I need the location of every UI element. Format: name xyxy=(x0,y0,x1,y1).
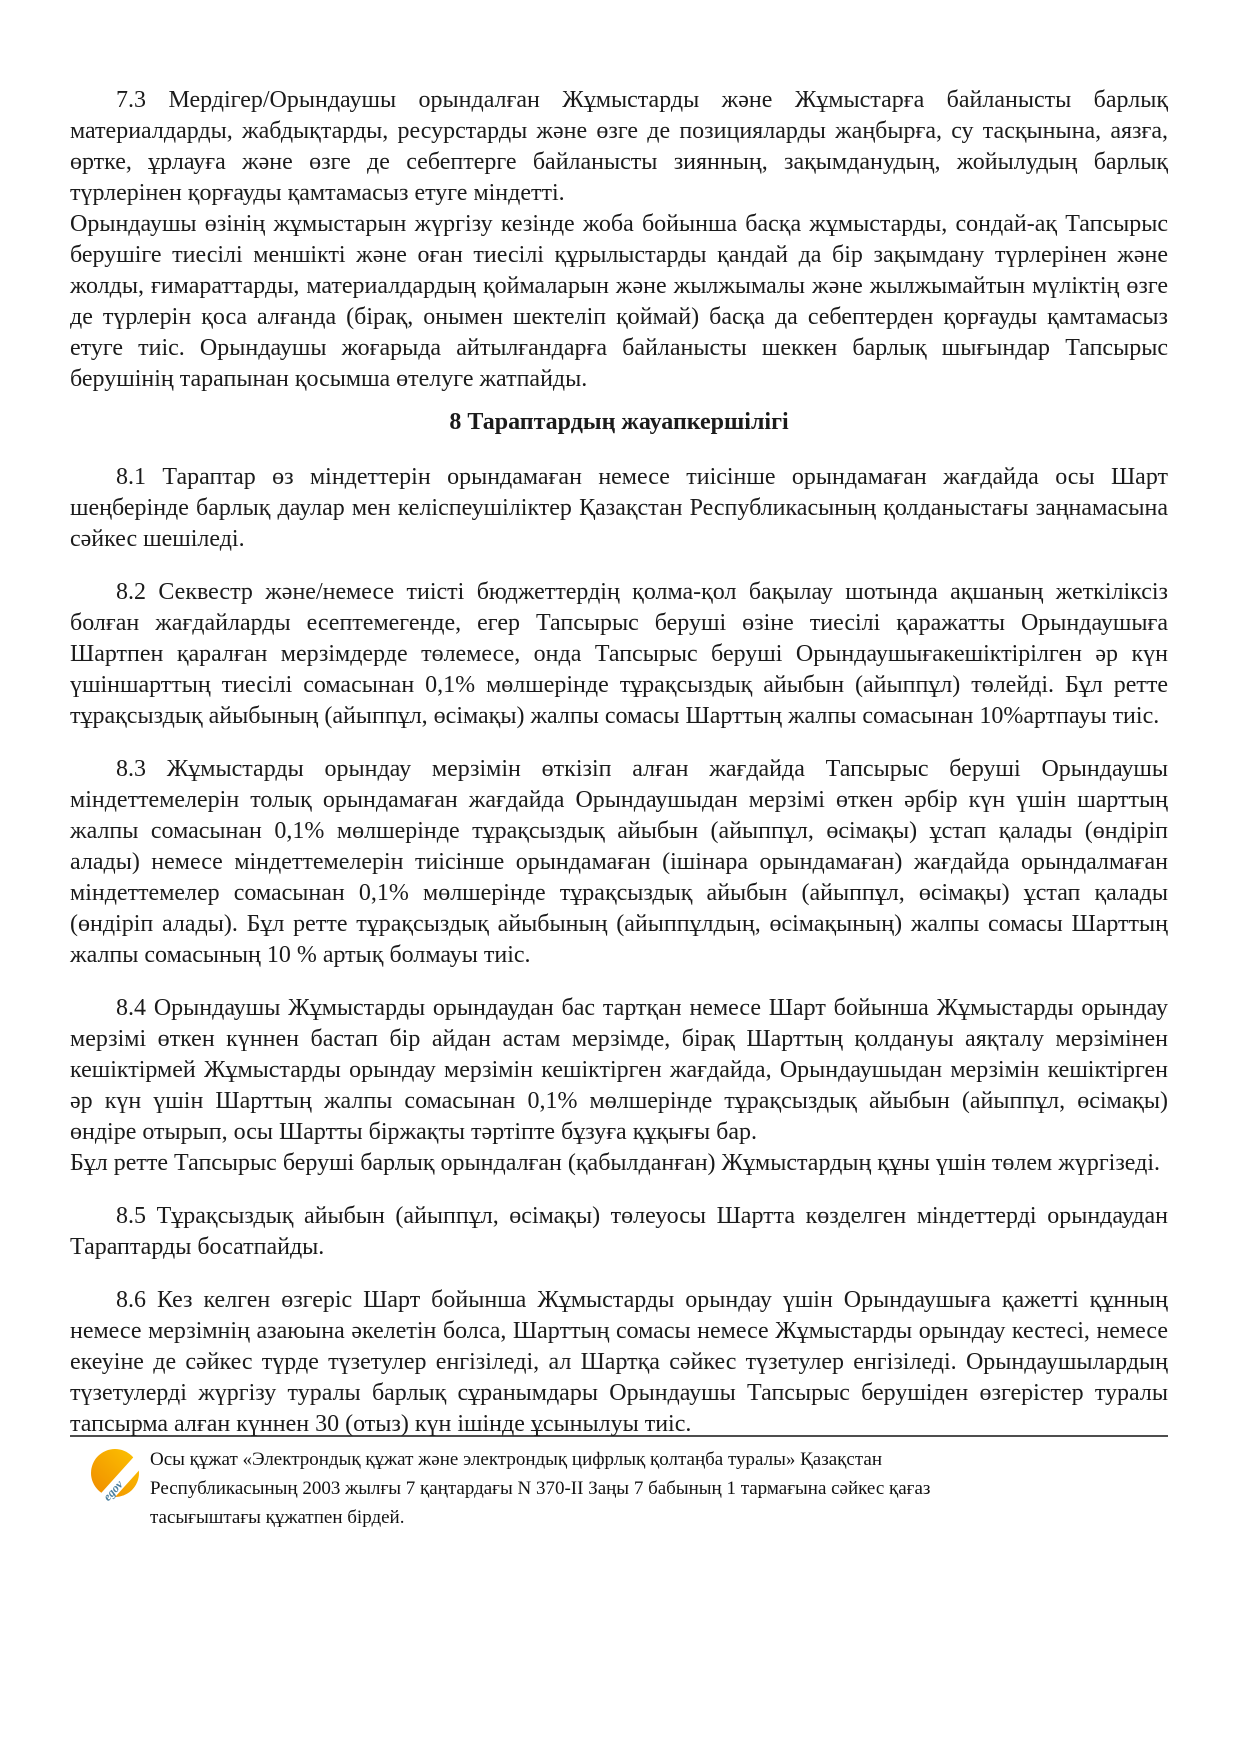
footer-line-2: Республикасының 2003 жылғы 7 қаңтардағы N 370-II Заңы 7 бабының 1 тармағына сәйкес қағаз xyxy=(150,1478,931,1499)
clause-8-2 xyxy=(70,577,1168,732)
clause-8-6-text: 8.6 Кез келген өзгеріс Шарт бойынша Жұмыстарды орындау үшін Орындаушыға қажетті құнның немесе мерзімнің азаюына әкелетін болса, Шарттың сомасы немесе Жұмыстарды орындау кестесі, немесе екеуіне де сәйкес түрде түзетулер енгізіледі, ал Шартқа сәйкес түзетулер енгізіледі. Орындаушылардың түзетулерді жүргізу туралы барлық сұранымдары Орындаушы Тапсырыс берушіден өзгерістер туралы тапсырма алған күннен 30 (отыз) күн ішінде ұсынылуы тиіс. xyxy=(70,1287,1168,1437)
clause-8-1-text: 8.1 Тараптар өз міндеттерін орындамаған немесе тиісінше орындамаған жағдайда осы Шарт шеңберінде барлық даулар мен келіспеушіліктер Қазақстан Республикасының қолданыстағы заңнамасына сәйкес шешіледі. xyxy=(70,464,1168,552)
footer-line-1: Осы құжат «Электрондық құжат және электрондық цифрлық қолтаңба туралы» Қазақстан xyxy=(150,1449,882,1470)
footer-legal-text xyxy=(150,1445,930,1532)
section-8-heading: 8 Тараптардың жауапкершілігі xyxy=(449,409,789,435)
clause-8-4-text: 8.4 Орындаушы Жұмыстарды орындаудан бас тартқан немесе Шарт бойынша Жұмыстарды орындау мерзімі өткен күннен бастап бір айдан астам мерзімде, бірақ Шарттың қолдануы аяқталу мерзімінен кешіктірмей Жұмыстарды орындау мерзімін кешіктірген жағдайда, Орындаушыдан мерзімін кешіктірген әр күн үшін Шарттың жалпы сомасынан 0,1% мөлшерінде тұрақсыздық айыбын (айыппұл, өсімақы) өндіре отырып, осы Шартты біржақты тәртіпте бұзуға құқығы бар. xyxy=(70,995,1168,1145)
clause-7-3-continuation: Орындаушы өзінің жұмыстарын жүргізу кезінде жоба бойынша басқа жұмыстарды, сондай-ақ Тапсырыс берушіге тиесілі меншікті және оған тиесілі құрылыстарды қандай да бір зақымдану түрлерінен және жолды, ғимараттарды, материалдардың қоймаларын және жылжымалы және жылжымайтын мүліктің өзге де түрлерін қоса алғанда (бірақ, онымен шектеліп қоймай) басқа да себептерден қорғауды қамтамасыз етуге тиіс. Орындаушы жоғарыда айтылғандарға байланысты шеккен барлық шығындар Тапсырыс берушінің тарапынан қосымша өтелуге жатпайды. xyxy=(70,211,1168,392)
clause-8-2-text: 8.2 Секвестр және/немесе тиісті бюджеттердің қолма-қол бақылау шотында ақшаның жеткіліксіз болған жағдайларды есептемегенде, егер Тапсырыс беруші өзіне тиесілі қаражатты Орындаушыға Шартпен қаралған мерзімдерде төлемесе, онда Тапсырыс беруші Орындаушығакешіктірілген әр күн үшіншарттың тиесілі сомасынан 0,1% мөлшерінде тұрақсыздық айыбын (айыппұл) төлейді. Бұл ретте тұрақсыздық айыбының (айыппұл, өсімақы) жалпы сомасы Шарттың жалпы сомасынан 10%артпауы тиіс. xyxy=(70,579,1168,729)
clause-8-3 xyxy=(70,754,1168,971)
clause-8-6 xyxy=(70,1285,1168,1440)
signature-footer xyxy=(70,1445,1168,1532)
clause-8-5 xyxy=(70,1201,1168,1263)
clause-8-4 xyxy=(70,993,1168,1179)
footer-line-3: тасығыштағы құжатпен бірдей. xyxy=(150,1507,405,1528)
clause-7-3 xyxy=(70,85,1168,395)
clause-7-3-main: 7.3 Мердігер/Орындаушы орындалған Жұмыстарды және Жұмыстарға байланысты барлық материалдарды, жабдықтарды, ресурстарды және өзге де позицияларды жаңбырға, су тасқынына, аязға, өртке, ұрлауға және өзге де себептерге байланысты зиянның, зақымданудың, жойылудың барлық түрлерінен қорғауды қамтамасыз етуге міндетті. xyxy=(70,87,1168,206)
egov-logo-text: egov xyxy=(100,1477,126,1504)
clause-8-3-text: 8.3 Жұмыстарды орындау мерзімін өткізіп алған жағдайда Тапсырыс беруші Орындаушы міндеттемелерін толық орындамаған жағдайда Орындаушыдан мерзімі өткен әрбір күн үшін шарттың жалпы сомасынан 0,1% мөлшерінде тұрақсыздық айыбын (айыппұл, өсімақы) ұстап қалады (өндіріп алады) немесе міндеттемелерін тиісінше орындамаған (ішінара орындамаған) жағдайда орындалмаған міндеттемелер сомасынан 0,1% мөлшерінде тұрақсыздық айыбын (айыппұл, өсімақы) ұстап қалады (өндіріп алады). Бұл ретте тұрақсыздық айыбының (айыппұлдың, өсімақының) жалпы сомасы Шарттың жалпы сомасының 10 % артық болмауы тиіс. xyxy=(70,756,1168,968)
clause-8-5-text: 8.5 Тұрақсыздық айыбын (айыппұл, өсімақы) төлеуосы Шартта көзделген міндеттерді орындаудан Тараптарды босатпайды. xyxy=(70,1203,1168,1260)
egov-signature-logo-icon xyxy=(90,1447,142,1505)
clause-8-1 xyxy=(70,462,1168,555)
clause-8-4-note: Бұл ретте Тапсырыс беруші барлық орындалған (қабылданған) Жұмыстардың құны үшін төлем жүргізеді. xyxy=(70,1150,1161,1176)
